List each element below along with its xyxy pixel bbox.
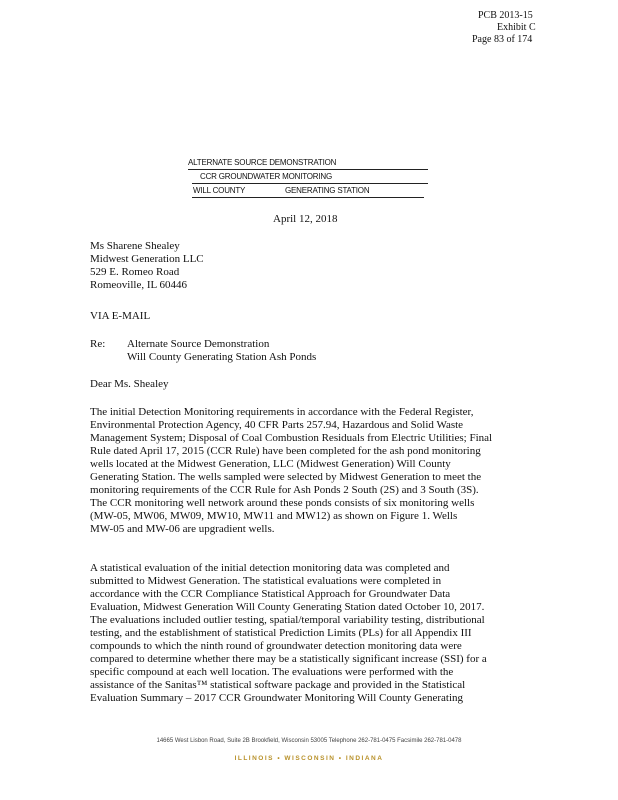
footer-address: 14665 West Lisbon Road, Suite 2B Brookfield, Wisconsin 53005 Telephone 262-781-0475 Facsimile 262-781-0478 [156,738,462,744]
re-subject-line-2: Will County Generating Station Ash Ponds [127,351,317,363]
exhibit-stamp [472,10,536,46]
paragraph-line: submitted to Midwest Generation. The statistical evaluations were completed in [90,575,442,587]
paragraph-line: monitoring requirements of the CCR Rule for Ash Ponds 2 South (2S) and 3 South (3S). [90,484,479,496]
recipient-street: 529 E. Romeo Road [90,266,180,278]
recipient-city: Romeoville, IL 60446 [90,279,188,291]
paragraph-line: compounds to which the ninth round of groundwater detection monitoring data were [90,640,462,652]
recipient-name: Ms Sharene Shealey [90,240,180,252]
re-subject-line-1: Alternate Source Demonstration [127,338,270,350]
header-line-2: CCR GROUNDWATER MONITORING [200,172,332,181]
paragraph-line: Rule dated April 17, 2015 (CCR Rule) have been completed for the ash pond monitoring [90,445,481,457]
paragraph-line: testing, and the establishment of statistical Prediction Limits (PLs) for all Appendix III [90,627,472,639]
paragraph-line: specific compound at each well location. The evaluations were performed with the [90,666,454,678]
recipient-company: Midwest Generation LLC [90,253,204,265]
paragraph-line: (MW-05, MW06, MW09, MW10, MW11 and MW12) as shown on Figure 1. Wells [90,510,458,522]
paragraph-line: wells located at the Midwest Generation, LLC (Midwest Generation) Will County [90,458,451,470]
header-rule-1 [188,169,428,170]
re-subject [127,338,316,364]
paragraph-line: The evaluations included outlier testing, spatial/temporal variability testing, distributional [90,614,485,626]
paragraph-line: Evaluation Summary – 2017 CCR Groundwater Monitoring Will County Generating [90,692,464,704]
letter-date: April 12, 2018 [273,213,338,225]
salutation: Dear Ms. Shealey [90,378,169,390]
paragraph-line: The initial Detection Monitoring requirements in accordance with the Federal Register, [90,406,474,418]
footer-states: ILLINOIS • WISCONSIN • INDIANA [234,755,384,762]
recipient-address [90,240,204,292]
paragraph-line: compared to determine whether there may be a statistically significant increase (SSI) for a [90,653,487,665]
header-rule-3 [192,197,424,198]
paragraph-line: assistance of the Sanitas™ statistical software package and provided in the Statistical [90,679,466,691]
body-paragraph-2 [90,562,545,705]
delivery-method: VIA E-MAIL [90,310,151,322]
paragraph-line: Management System; Disposal of Coal Combustion Residuals from Electric Utilities; Final [90,432,493,444]
header-county: WILL COUNTY [193,186,246,195]
paragraph-line: Evaluation, Midwest Generation Will County Generating Station dated October 10, 2017. [90,601,485,613]
header-line-1: ALTERNATE SOURCE DEMONSTRATION [188,158,337,167]
paragraph-line: Environmental Protection Agency, 40 CFR Parts 257.94, Hazardous and Solid Waste [90,419,464,431]
paragraph-line: A statistical evaluation of the initial detection monitoring data was completed and [90,562,450,574]
paragraph-line: accordance with the CCR Compliance Statistical Approach for Groundwater Data [90,588,451,600]
paragraph-line: MW-05 and MW-06 are upgradient wells. [90,523,275,535]
body-paragraph-1 [90,406,545,536]
stamp-page: Page 83 of 174 [472,34,533,45]
header-rule-2 [192,183,428,184]
stamp-exhibit: Exhibit C [497,22,536,33]
paragraph-line: The CCR monitoring well network around these ponds consists of six monitoring wells [90,497,475,509]
stamp-case-number: PCB 2013-15 [478,10,533,21]
header-station: GENERATING STATION [285,186,370,195]
paragraph-line: Generating Station. The wells sampled were selected by Midwest Generation to meet the [90,471,482,483]
re-label: Re: [90,338,106,350]
